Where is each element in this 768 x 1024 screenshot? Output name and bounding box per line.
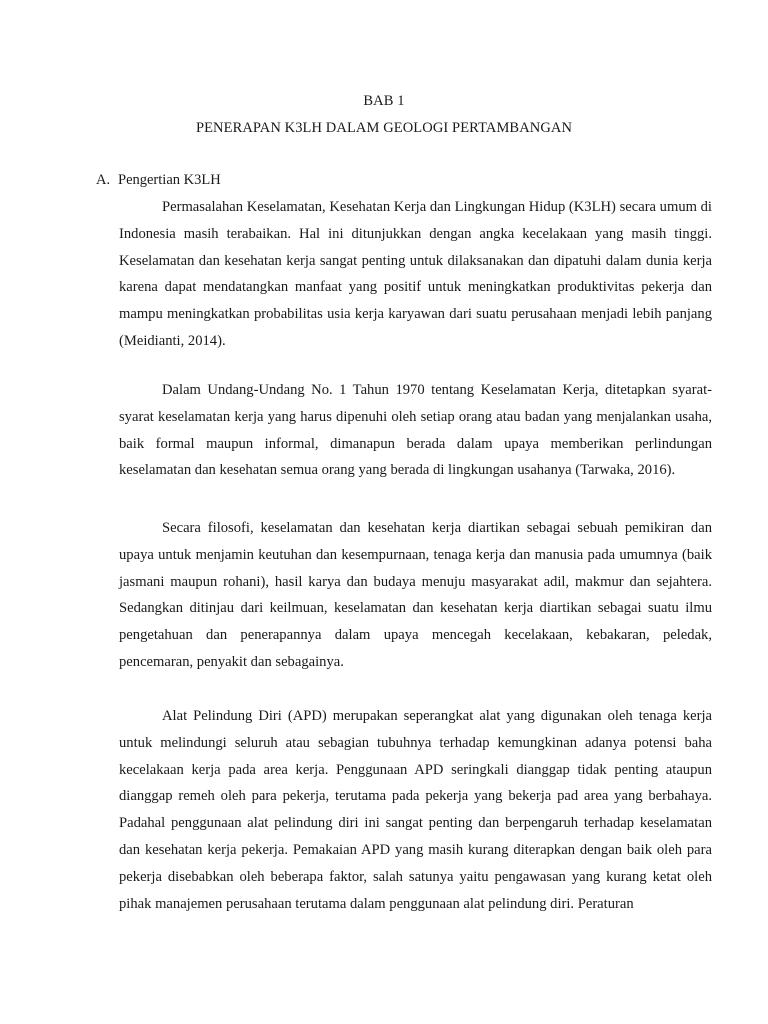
body-paragraph: Alat Pelindung Diri (APD) merupakan seperangkat alat yang digunakan oleh tenaga kerja untuk melindungi seluruh atau sebagian tubuhnya terhadap kemungkinan adanya potensi baha kecelakaan kerja pada area kerja. Penggunaan APD seringkali dianggap tidak penting ataupun dianggap remeh oleh para pekerja, terutama pada pekerja yang bekerja pad area yang berbahaya. Padahal penggunaan alat pelindung diri ini sangat penting dan berpengaruh terhadap keselamatan dan kesehatan kerja pekerja. Pemakaian APD yang masih kurang diterapkan dengan baik oleh para pekerja disebabkan oleh beberapa faktor, salah satunya yaitu pengawasan yang kurang ketat oleh pihak manajemen perusahaan terutama dalam penggunaan alat pelindung diri. Peraturan <box>119 708 712 912</box>
section-number: A. <box>96 172 111 188</box>
section-title: Pengertian K3LH <box>118 172 221 188</box>
section-heading <box>96 172 221 189</box>
chapter-title: PENERAPAN K3LH DALAM GEOLOGI PERTAMBANGAN <box>195 120 573 136</box>
body-paragraph: Secara filosofi, keselamatan dan kesehatan kerja diartikan sebagai sebuah pemikiran dan upaya untuk menjamin keutuhan dan kesempurnaan, tenaga kerja dan manusia pada umumnya (baik jasmani maupun rohani), hasil karya dan budaya menuju masyarakat adil, makmur dan sejahtera. Sedangkan ditinjau dari keilmuan, keselamatan dan kesehatan kerja diartikan sebagai suatu ilmu pengetahuan dan penerapannya dalam upaya mencegah kecelakaan, kebakaran, peledak, pencemaran, penyakit dan sebagainya. <box>119 520 712 670</box>
body-paragraph: Dalam Undang-Undang No. 1 Tahun 1970 tentang Keselamatan Kerja, ditetapkan syarat-syarat keselamatan kerja yang harus dipenuhi oleh setiap orang atau badan yang menjalankan usaha, baik formal maupun informal, dimanapun berada dalam upaya memberikan perlindungan keselamatan dan kesehatan semua orang yang berada di lingkungan usahanya (Tarwaka, 2016). <box>119 382 712 479</box>
body-paragraph: Permasalahan Keselamatan, Kesehatan Kerja dan Lingkungan Hidup (K3LH) secara umum di Indonesia masih terabaikan. Hal ini ditunjukkan dengan angka kecelakaan yang masih tinggi. Keselamatan dan kesehatan kerja sangat penting untuk dilaksanakan dan dipatuhi dalam dunia kerja karena dapat mendatangkan manfaat yang positif untuk meningkatkan produktivitas pekerja dan mampu meningkatkan probabilitas usia kerja karyawan dari suatu perusahaan menjadi lebih panjang (Meidianti, 2014). <box>119 199 712 349</box>
chapter-heading: BAB 1 <box>363 93 405 109</box>
